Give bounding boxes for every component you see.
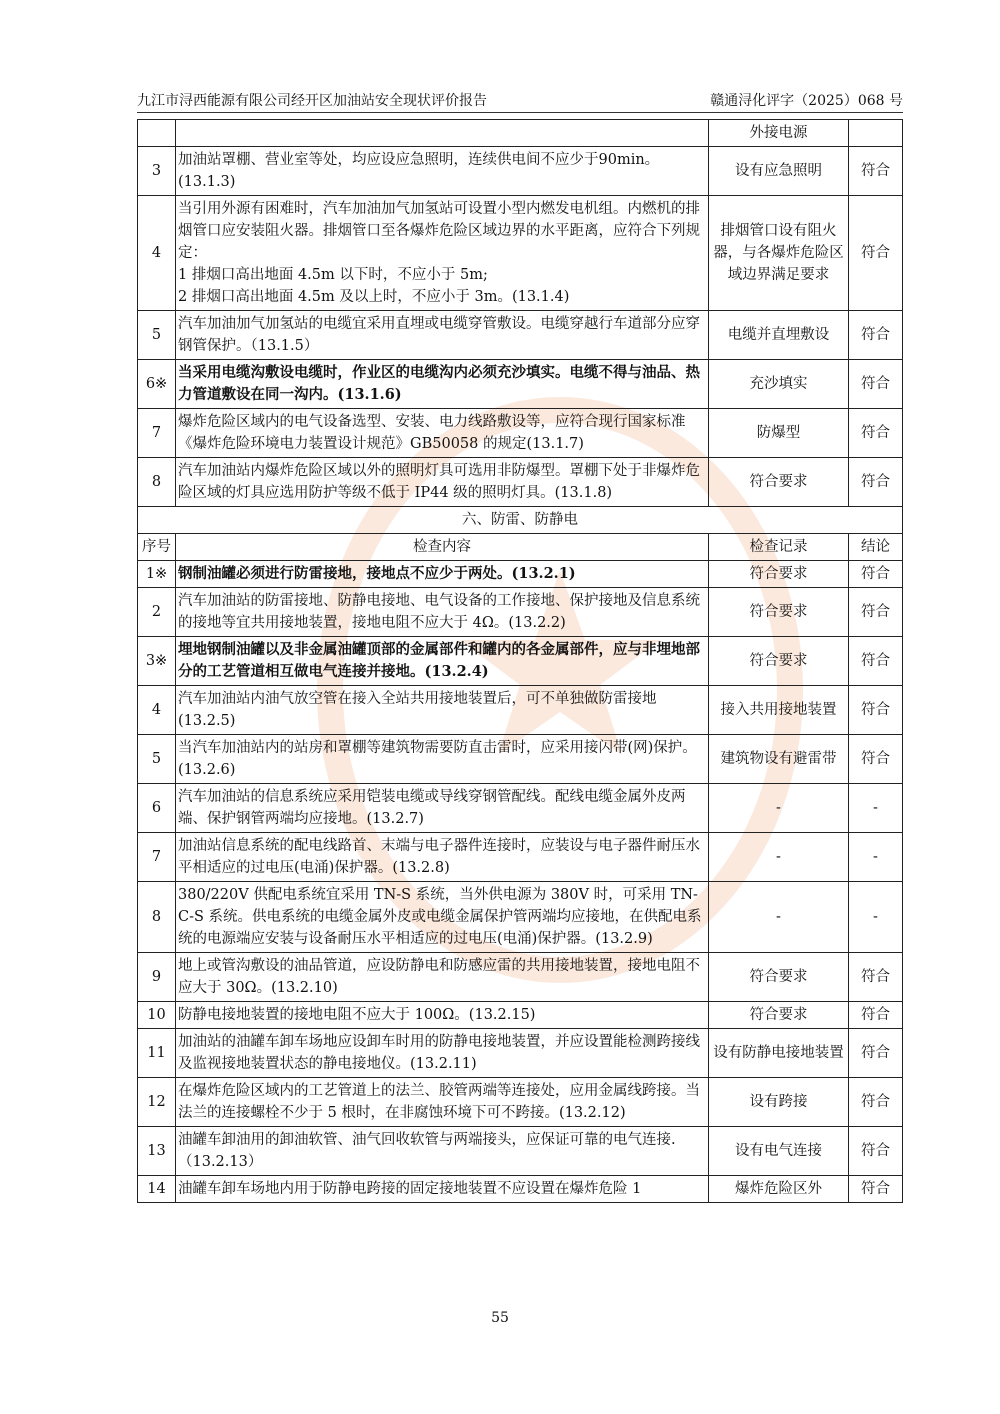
- row-content: 汽车加油加气加氢站的电缆宜采用直埋或电缆穿管敷设。电缆穿越行车道部分应穿钢管保护。（13.1.5）: [176, 311, 709, 360]
- row-result: 符合: [849, 147, 903, 196]
- row-content: 汽车加油站的信息系统应采用铠装电缆或导线穿钢管配线。配线电缆金属外皮两端、保护钢管两端均应接地。(13.2.7): [176, 784, 709, 833]
- row-result: 符合: [849, 1078, 903, 1127]
- row-number: 3: [138, 147, 176, 196]
- col-header-content: 检查内容: [176, 534, 709, 561]
- row-number: 5: [138, 735, 176, 784]
- row-content: 加油站罩棚、营业室等处，均应设应急照明，连续供电间不应少于90min。(13.1.3): [176, 147, 709, 196]
- row-result: 符合: [849, 1176, 903, 1203]
- report-number: 赣通浔化评字（2025）068 号: [710, 93, 903, 109]
- row-record: 爆炸危险区外: [709, 1176, 849, 1203]
- row-result: 符合: [849, 1002, 903, 1029]
- row-content: 油罐车卸车场地内用于防静电跨接的固定接地装置不应设置在爆炸危险 1: [176, 1176, 709, 1203]
- table-row: [138, 637, 903, 686]
- table-row: [138, 147, 903, 196]
- row-number: 6: [138, 784, 176, 833]
- row-record: 设有防静电接地装置: [709, 1029, 849, 1078]
- table-row: [138, 686, 903, 735]
- table-row: [138, 458, 903, 507]
- table-row: [138, 953, 903, 1002]
- table-row: [138, 1127, 903, 1176]
- row-record: -: [709, 784, 849, 833]
- row-number: 3※: [138, 637, 176, 686]
- row-content: 当采用电缆沟敷设电缆时，作业区的电缆沟内必须充沙填实。电缆不得与油品、热力管道敷设在同一沟内。(13.1.6): [176, 360, 709, 409]
- section-row: [138, 507, 903, 534]
- section-title: 六、防雷、防静电: [138, 507, 903, 534]
- table-row: [138, 735, 903, 784]
- row-record: 外接电源: [709, 120, 849, 147]
- row-result: [849, 120, 903, 147]
- row-record: 充沙填实: [709, 360, 849, 409]
- row-content: 加油站信息系统的配电线路首、末端与电子器件连接时，应装设与电子器件耐压水平相适应的过电压(电涌)保护器。(13.2.8): [176, 833, 709, 882]
- row-record: -: [709, 882, 849, 953]
- row-result: 符合: [849, 1127, 903, 1176]
- row-content: 加油站的油罐车卸车场地应设卸车时用的防静电接地装置，并应设置能检测跨接线及监视接地装置状态的静电接地仪。(13.2.11): [176, 1029, 709, 1078]
- row-number: 4: [138, 196, 176, 311]
- report-title: 九江市浔西能源有限公司经开区加油站安全现状评价报告: [137, 93, 487, 109]
- row-record: 设有跨接: [709, 1078, 849, 1127]
- row-number: 5: [138, 311, 176, 360]
- row-number: 13: [138, 1127, 176, 1176]
- table-row: [138, 360, 903, 409]
- table-row: [138, 1176, 903, 1203]
- row-record: 电缆并直埋敷设: [709, 311, 849, 360]
- row-record: 设有电气连接: [709, 1127, 849, 1176]
- row-result: 符合: [849, 1029, 903, 1078]
- inspection-table: [137, 119, 903, 1203]
- row-record: 防爆型: [709, 409, 849, 458]
- table-row: [138, 588, 903, 637]
- row-result: 符合: [849, 311, 903, 360]
- row-result: 符合: [849, 409, 903, 458]
- table-row: [138, 561, 903, 588]
- row-number: 9: [138, 953, 176, 1002]
- table-row: [138, 882, 903, 953]
- row-record: 符合要求: [709, 637, 849, 686]
- row-number: 6※: [138, 360, 176, 409]
- row-content: 当引用外源有困难时，汽车加油加气加氢站可设置小型内燃发电机组。内燃机的排烟管口应安装阻火器。排烟管口至各爆炸危险区域边界的水平距离，应符合下列规定： 1 排烟口高出地面 4.5m 以下时，不应小于 5m; 2 排烟口高出地面 4.5m 及以上时，不应小于 3m。(13.1.4): [176, 196, 709, 311]
- row-number: 2: [138, 588, 176, 637]
- row-result: 符合: [849, 686, 903, 735]
- col-header-record: 检查记录: [709, 534, 849, 561]
- row-record: 符合要求: [709, 953, 849, 1002]
- row-record: 设有应急照明: [709, 147, 849, 196]
- row-content: 在爆炸危险区域内的工艺管道上的法兰、胶管两端等连接处，应用金属线跨接。当法兰的连接螺栓不少于 5 根时，在非腐蚀环境下可不跨接。(13.2.12): [176, 1078, 709, 1127]
- row-result: 符合: [849, 196, 903, 311]
- page-number: 55: [491, 1310, 509, 1326]
- row-number: 10: [138, 1002, 176, 1029]
- column-header-row: [138, 534, 903, 561]
- table-row: [138, 833, 903, 882]
- row-result: 符合: [849, 561, 903, 588]
- row-content: 钢制油罐必须进行防雷接地，接地点不应少于两处。(13.2.1): [176, 561, 709, 588]
- row-result: 符合: [849, 360, 903, 409]
- col-header-no: 序号: [138, 534, 176, 561]
- row-content: 380/220V 供配电系统宜采用 TN-S 系统，当外供电源为 380V 时，可采用 TN-C-S 系统。供电系统的电缆金属外皮或电缆金属保护管两端均应接地，在供配电系统的电源端应安装与设备耐压水平相适应的过电压(电涌)保护器。(13.2.9): [176, 882, 709, 953]
- row-record: -: [709, 833, 849, 882]
- row-content: 汽车加油站的防雷接地、防静电接地、电气设备的工作接地、保护接地及信息系统的接地等宜共用接地装置，接地电阻不应大于 4Ω。(13.2.2): [176, 588, 709, 637]
- row-record: 符合要求: [709, 561, 849, 588]
- row-content: 埋地钢制油罐以及非金属油罐顶部的金属部件和罐内的各金属部件，应与非埋地部分的工艺管道相互做电气连接并接地。(13.2.4): [176, 637, 709, 686]
- row-record: 符合要求: [709, 588, 849, 637]
- row-number: 11: [138, 1029, 176, 1078]
- row-record: 符合要求: [709, 458, 849, 507]
- table-row: [138, 1078, 903, 1127]
- row-number: 4: [138, 686, 176, 735]
- row-result: 符合: [849, 588, 903, 637]
- row-content: 防静电接地装置的接地电阻不应大于 100Ω。(13.2.15): [176, 1002, 709, 1029]
- row-number: 7: [138, 409, 176, 458]
- row-result: -: [849, 784, 903, 833]
- row-record: 建筑物设有避雷带: [709, 735, 849, 784]
- table-row-partial: [138, 120, 903, 147]
- row-number: 7: [138, 833, 176, 882]
- row-record: 符合要求: [709, 1002, 849, 1029]
- col-header-result: 结论: [849, 534, 903, 561]
- row-result: 符合: [849, 953, 903, 1002]
- row-record: 排烟管口设有阻火器，与各爆炸危险区域边界满足要求: [709, 196, 849, 311]
- row-content: 地上或管沟敷设的油品管道，应设防静电和防感应雷的共用接地装置，接地电阻不应大于 30Ω。(13.2.10): [176, 953, 709, 1002]
- row-result: -: [849, 882, 903, 953]
- row-number: 8: [138, 458, 176, 507]
- page-header: [137, 90, 903, 113]
- table-row: [138, 409, 903, 458]
- row-result: 符合: [849, 735, 903, 784]
- row-number: [138, 120, 176, 147]
- row-content: 汽车加油站内油气放空管在接入全站共用接地装置后，可不单独做防雷接地(13.2.5): [176, 686, 709, 735]
- table-row: [138, 196, 903, 311]
- row-number: 8: [138, 882, 176, 953]
- row-result: 符合: [849, 637, 903, 686]
- row-number: 14: [138, 1176, 176, 1203]
- table-row: [138, 1029, 903, 1078]
- row-result: 符合: [849, 458, 903, 507]
- row-content: 油罐车卸油用的卸油软管、油气回收软管与两端接头，应保证可靠的电气连接.（13.2.13）: [176, 1127, 709, 1176]
- row-content: 汽车加油站内爆炸危险区域以外的照明灯具可选用非防爆型。罩棚下处于非爆炸危险区域的灯具应选用防护等级不低于 IP44 级的照明灯具。(13.1.8): [176, 458, 709, 507]
- table-row: [138, 784, 903, 833]
- row-content: 当汽车加油站内的站房和罩棚等建筑物需要防直击雷时，应采用接闪带(网)保护。(13.2.6): [176, 735, 709, 784]
- row-content: 爆炸危险区域内的电气设备选型、安装、电力线路敷设等，应符合现行国家标准《爆炸危险环境电力装置设计规范》GB50058 的规定(13.1.7): [176, 409, 709, 458]
- row-number: 12: [138, 1078, 176, 1127]
- row-record: 接入共用接地装置: [709, 686, 849, 735]
- row-number: 1※: [138, 561, 176, 588]
- row-result: -: [849, 833, 903, 882]
- table-row: [138, 1002, 903, 1029]
- table-row: [138, 311, 903, 360]
- row-content: [176, 120, 709, 147]
